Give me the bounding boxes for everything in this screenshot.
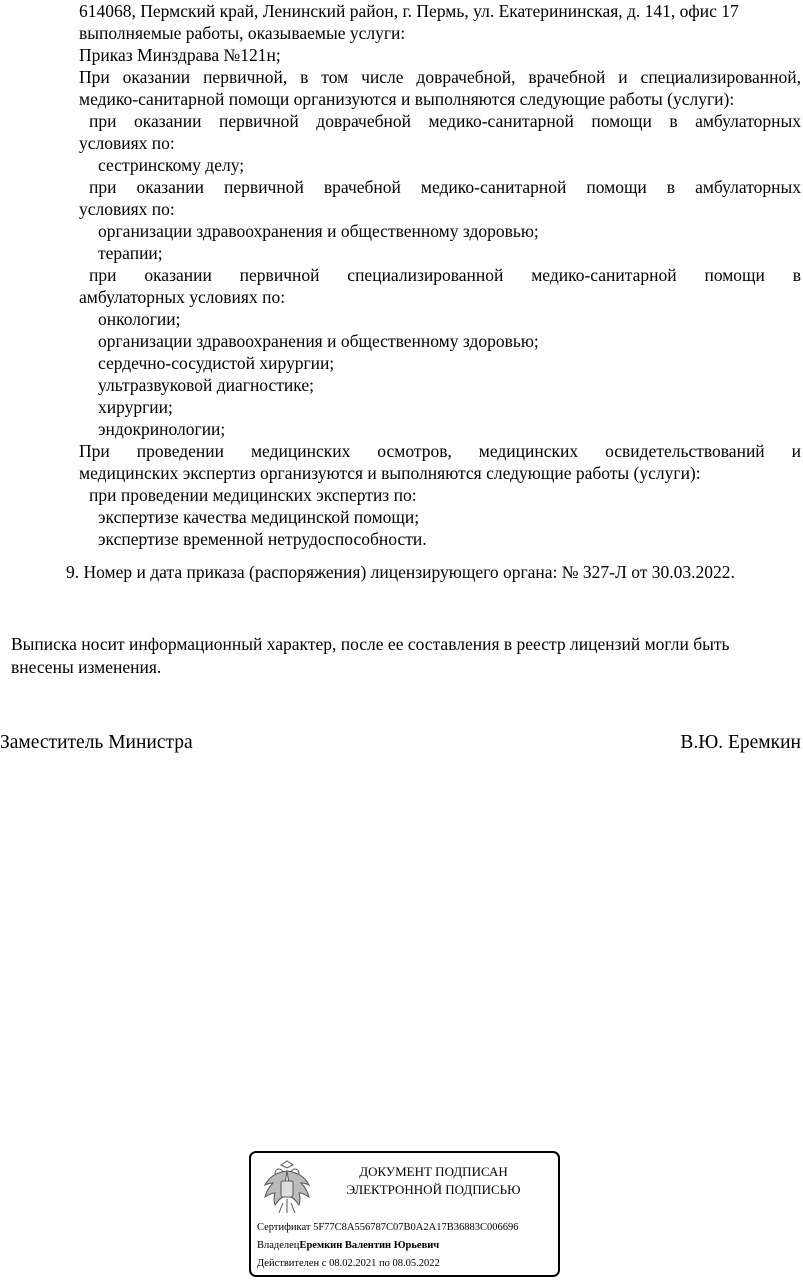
certificate-row (257, 1221, 518, 1235)
exams-paragraph-line2: медицинских экспертиз организуются и выполняются следующие работы (услуги): (79, 463, 701, 483)
service-item: сердечно-сосудистой хирургии; (98, 353, 335, 373)
validity-row: Действителен с 08.02.2021 по 08.05.2022 (257, 1258, 440, 1269)
primary-care-paragraph-line1: При оказании первичной, в том числе доврачебной, врачебной и специализированной, (79, 67, 801, 87)
coat-of-arms-icon (261, 1159, 313, 1217)
vrach-heading-line1: при оказании первичной врачебной медико-санитарной помощи в амбулаторных (89, 177, 801, 197)
special-heading-line1: при оказании первичной специализированной медико-санитарной помощи в (89, 265, 801, 285)
service-item: ультразвуковой диагностике; (98, 375, 314, 395)
service-item: хирургии; (98, 397, 173, 417)
electronic-signature-stamp (249, 1151, 560, 1277)
service-item: терапии; (98, 243, 163, 263)
certificate-value: 5F77C8A556787C07B0A2A17B36883C006696 (313, 1222, 519, 1233)
service-item: организации здравоохранения и общественному здоровью; (98, 331, 539, 351)
disclaimer-line1: Выписка носит информационный характер, после ее составления в реестр лицензий могли быть (11, 634, 730, 654)
primary-care-paragraph-line2: медико-санитарной помощи организуются и выполняются следующие работы (услуги): (79, 89, 735, 109)
stamp-title-line1: ДОКУМЕНТ ПОДПИСАН (359, 1164, 508, 1179)
owner-label: Владелец (257, 1240, 300, 1251)
order-number-item: 9. Номер и дата приказа (распоряжения) лицензирующего органа: № 327-Л от 30.03.2022. (66, 562, 735, 582)
service-item: организации здравоохранения и общественному здоровью; (98, 221, 539, 241)
service-item: экспертизе качества медицинской помощи; (98, 507, 420, 527)
service-item: онкологии; (98, 309, 181, 329)
order-reference: Приказ Минздрава №121н; (79, 45, 281, 65)
stamp-header (321, 1163, 546, 1199)
prevrach-heading-line2: условиях по: (79, 133, 175, 153)
address-line: 614068, Пермский край, Ленинский район, г. Пермь, ул. Екатерининская, д. 141, офис 17 (79, 1, 739, 21)
owner-value: Еремкин Валентин Юрьевич (299, 1240, 440, 1251)
signer-name: В.Ю. Еремкин (680, 732, 801, 753)
exams-paragraph-line1: При проведении медицинских осмотров, медицинских освидетельствований и (79, 441, 801, 461)
special-heading-line2: амбулаторных условиях по: (79, 287, 286, 307)
stamp-title-line2: ЭЛЕКТРОННОЙ ПОДПИСЬЮ (346, 1182, 521, 1197)
service-item: сестринскому делу; (98, 155, 245, 175)
service-item: экспертизе временной нетрудоспособности. (98, 529, 427, 549)
service-item: эндокринологии; (98, 419, 226, 439)
certificate-label: Сертификат (257, 1222, 311, 1233)
vrach-heading-line2: условиях по: (79, 199, 175, 219)
expertise-heading: при проведении медицинских экспертиз по: (89, 485, 417, 505)
disclaimer-line2: внесены изменения. (11, 657, 162, 677)
owner-row (257, 1239, 439, 1253)
prevrach-heading-line1: при оказании первичной доврачебной медико-санитарной помощи в амбулаторных (89, 111, 801, 131)
works-heading: выполняемые работы, оказываемые услуги: (79, 23, 406, 43)
signer-position: Заместитель Министра (0, 732, 193, 753)
